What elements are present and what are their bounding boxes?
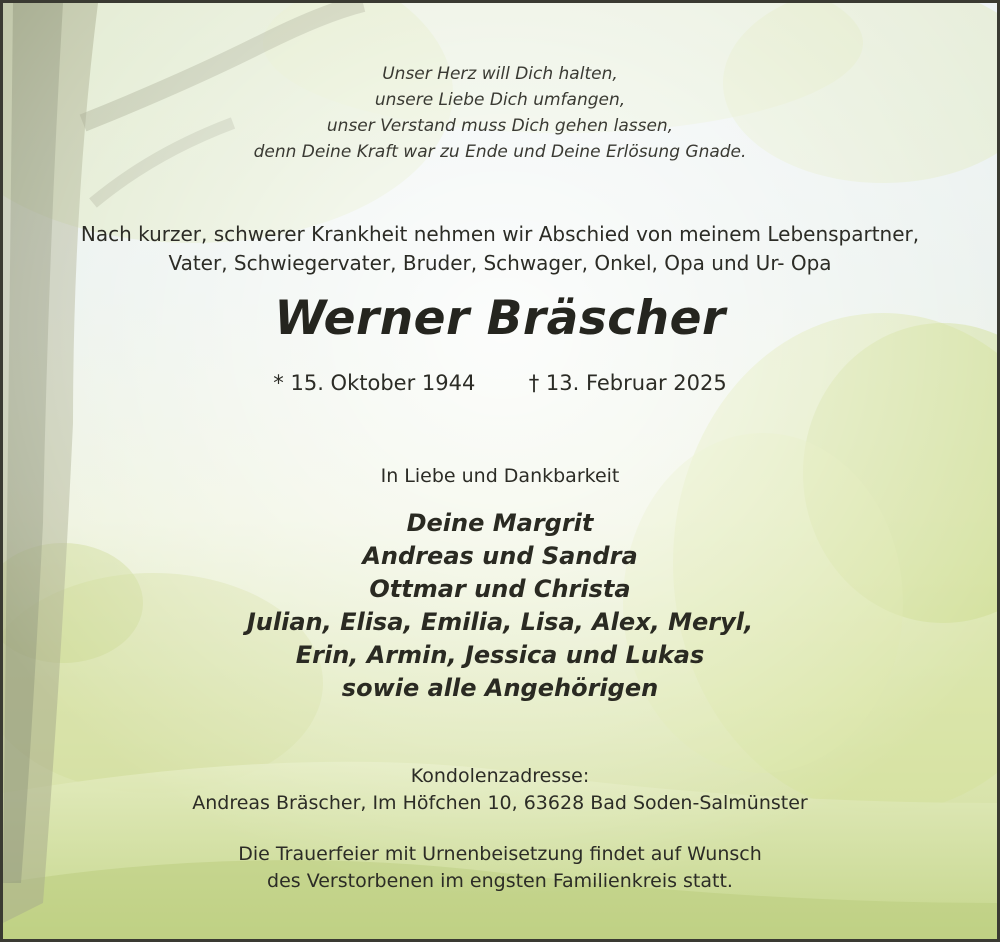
death-date: † 13. Februar 2025 <box>528 371 727 395</box>
life-dates <box>3 371 997 395</box>
family-member-line: Andreas und Sandra <box>362 542 638 570</box>
birth-date: * 15. Oktober 1944 <box>273 371 476 395</box>
family-member-line: Erin, Armin, Jessica und Lukas <box>295 641 705 669</box>
family-member-line: Ottmar und Christa <box>369 575 631 603</box>
deceased-name: Werner Bräscher <box>274 291 726 346</box>
verse-line: denn Deine Kraft war zu Ende und Deine Erlösung Gnade. <box>253 142 747 162</box>
family-member-line: Julian, Elisa, Emilia, Lisa, Alex, Meryl, <box>246 608 754 636</box>
verse-line: unsere Liebe Dich umfangen, <box>374 90 626 110</box>
family-member-line: Deine Margrit <box>406 509 594 537</box>
intro-line: Vater, Schwiegervater, Bruder, Schwager, Onkel, Opa und Ur- Opa <box>168 251 832 275</box>
intro-line: Nach kurzer, schwerer Krankheit nehmen wir Abschied von meinem Lebenspartner, <box>80 222 920 246</box>
verse-line: unser Verstand muss Dich gehen lassen, <box>326 116 674 136</box>
notice-content <box>3 3 997 939</box>
dedication: In Liebe und Dankbarkeit <box>380 465 620 487</box>
ceremony-note: Die Trauerfeier mit Urnenbeisetzung findet auf Wunsch <box>238 843 762 865</box>
verse-line: Unser Herz will Dich halten, <box>382 64 618 84</box>
condolence-label: Kondolenzadresse: <box>410 765 590 787</box>
condolence-address: Andreas Bräscher, Im Höfchen 10, 63628 Bad Soden-Salmünster <box>192 792 808 814</box>
family-member-line: sowie alle Angehörigen <box>341 674 659 702</box>
ceremony-note: des Verstorbenen im engsten Familienkreis statt. <box>267 870 733 892</box>
